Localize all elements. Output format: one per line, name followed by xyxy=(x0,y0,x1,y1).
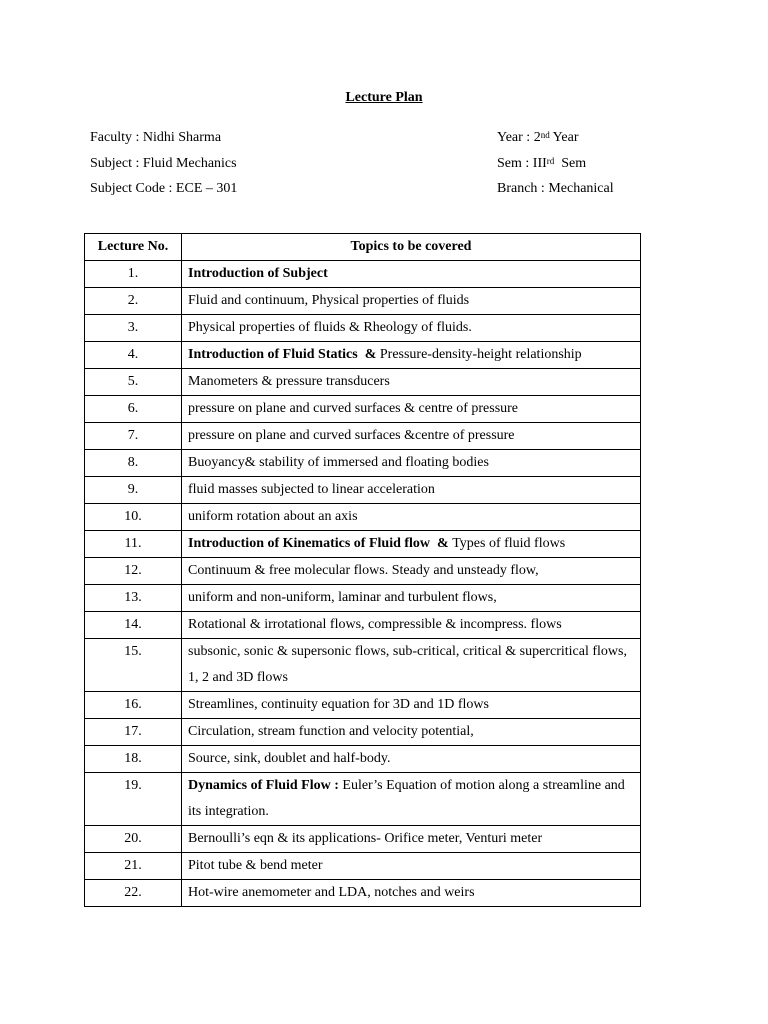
topic-heading: Introduction of Kinematics of Fluid flow & xyxy=(188,536,453,551)
subject-code-line: Subject Code : ECE – 301 xyxy=(90,181,238,196)
topic-text: Physical properties of fluids & Rheology of fluids. xyxy=(188,320,472,335)
header-topics: Topics to be covered xyxy=(182,234,641,261)
table-row xyxy=(85,826,641,853)
lecture-number: 16. xyxy=(85,692,182,719)
table-row xyxy=(85,531,641,558)
lecture-topic xyxy=(182,261,641,288)
lecture-topic xyxy=(182,342,641,369)
faculty-line: Faculty : Nidhi Sharma xyxy=(90,130,222,145)
topic-text: uniform rotation about an axis xyxy=(188,509,358,524)
topic-text: pressure on plane and curved surfaces &centre of pressure xyxy=(188,428,515,443)
lecture-number: 1. xyxy=(85,261,182,288)
topic-text: Manometers & pressure transducers xyxy=(188,374,390,389)
table-header-row xyxy=(85,234,641,261)
lecture-topic xyxy=(182,477,641,504)
lecture-topic xyxy=(182,396,641,423)
lecture-number: 8. xyxy=(85,450,182,477)
table-row xyxy=(85,396,641,423)
year-superscript: nd xyxy=(540,130,550,140)
lecture-topic xyxy=(182,880,641,907)
title-text: Lecture Plan xyxy=(345,90,423,105)
topic-heading: Introduction of Fluid Statics & xyxy=(188,347,380,362)
sem-prefix: Sem : III xyxy=(497,155,547,171)
year-line xyxy=(497,129,697,155)
table-row xyxy=(85,719,641,746)
lecture-topic xyxy=(182,288,641,315)
lecture-number: 2. xyxy=(85,288,182,315)
table-body xyxy=(85,261,641,907)
table-row xyxy=(85,342,641,369)
lecture-topic xyxy=(182,423,641,450)
topic-text: Pitot tube & bend meter xyxy=(188,858,323,873)
lecture-number: 4. xyxy=(85,342,182,369)
topic-text: Rotational & irrotational flows, compressible & incompress. flows xyxy=(188,617,562,632)
topic-text: Bernoulli’s eqn & its applications- Orifice meter, Venturi meter xyxy=(188,831,543,846)
lecture-topic xyxy=(182,558,641,585)
table-row xyxy=(85,450,641,477)
topic-text: Buoyancy& stability of immersed and floating bodies xyxy=(188,455,489,470)
lecture-topic xyxy=(182,746,641,773)
lecture-number: 13. xyxy=(85,585,182,612)
topic-text: uniform and non-uniform, laminar and turbulent flows, xyxy=(188,590,497,605)
table-row xyxy=(85,692,641,719)
lecture-number: 15. xyxy=(85,639,182,692)
topic-text: Continuum & free molecular flows. Steady and unsteady flow, xyxy=(188,563,539,578)
topic-text: Types of fluid flows xyxy=(452,536,566,551)
lecture-topic xyxy=(182,639,641,692)
table-row xyxy=(85,315,641,342)
table-row xyxy=(85,369,641,396)
lecture-topic xyxy=(182,369,641,396)
topic-heading: Dynamics of Fluid Flow : xyxy=(188,778,343,793)
sem-line xyxy=(497,155,697,181)
table-row xyxy=(85,288,641,315)
topic-text: Source, sink, doublet and half-body. xyxy=(188,751,391,766)
subject-line: Subject : Fluid Mechanics xyxy=(90,155,237,171)
lecture-number: 10. xyxy=(85,504,182,531)
lecture-topic xyxy=(182,612,641,639)
table-row xyxy=(85,585,641,612)
lecture-number: 9. xyxy=(85,477,182,504)
table-row xyxy=(85,880,641,907)
topic-heading: Introduction of Subject xyxy=(188,266,328,281)
topic-text: Circulation, stream function and velocity potential, xyxy=(188,724,474,739)
table-row xyxy=(85,746,641,773)
table-row xyxy=(85,612,641,639)
lecture-number: 11. xyxy=(85,531,182,558)
topic-text: pressure on plane and curved surfaces & centre of pressure xyxy=(188,401,519,416)
meta-right xyxy=(497,129,697,206)
lecture-number: 17. xyxy=(85,719,182,746)
table-row xyxy=(85,477,641,504)
table-row xyxy=(85,423,641,450)
lecture-number: 7. xyxy=(85,423,182,450)
table-row xyxy=(85,773,641,826)
lecture-number: 14. xyxy=(85,612,182,639)
lecture-topic xyxy=(182,531,641,558)
topic-text: Pressure-density-height relationship xyxy=(379,347,582,362)
lecture-topic xyxy=(182,853,641,880)
lecture-topic xyxy=(182,719,641,746)
sem-superscript: rd xyxy=(546,155,555,166)
topic-text: Fluid and continuum, Physical properties of fluids xyxy=(188,293,470,308)
topic-text: Hot-wire anemometer and LDA, notches and weirs xyxy=(188,885,475,900)
lecture-number: 5. xyxy=(85,369,182,396)
lecture-topic xyxy=(182,504,641,531)
lecture-topic xyxy=(182,826,641,853)
lecture-number: 6. xyxy=(85,396,182,423)
lecture-number: 21. xyxy=(85,853,182,880)
lecture-number: 18. xyxy=(85,746,182,773)
lecture-number: 3. xyxy=(85,315,182,342)
year-prefix: Year : 2 xyxy=(497,130,541,145)
table-row xyxy=(85,558,641,585)
table-row xyxy=(85,504,641,531)
lecture-number: 20. xyxy=(85,826,182,853)
topic-text: subsonic, sonic & supersonic flows, sub-critical, critical & supercritical flows, 1, 2 and 3D flows xyxy=(188,644,627,685)
topic-text: fluid masses subjected to linear acceleration xyxy=(188,482,435,497)
lecture-topic xyxy=(182,315,641,342)
year-suffix: Year xyxy=(549,130,579,145)
branch-line: Branch : Mechanical xyxy=(497,181,614,196)
sem-suffix: Sem xyxy=(554,155,587,171)
lecture-number: 12. xyxy=(85,558,182,585)
meta-left xyxy=(90,129,390,206)
topic-text: Euler’s Equation of motion along a streamline and its integration. xyxy=(188,778,625,819)
header-lecture-no: Lecture No. xyxy=(85,234,182,261)
lecture-topic xyxy=(182,692,641,719)
lecture-topic xyxy=(182,585,641,612)
lecture-topic xyxy=(182,450,641,477)
table-row xyxy=(85,853,641,880)
table-row xyxy=(85,639,641,692)
lecture-topic xyxy=(182,773,641,826)
lecture-number: 22. xyxy=(85,880,182,907)
topic-text: Streamlines, continuity equation for 3D and 1D flows xyxy=(188,697,489,712)
lecture-number: 19. xyxy=(85,773,182,826)
table-row xyxy=(85,261,641,288)
lecture-plan-table xyxy=(84,233,641,907)
page-title xyxy=(0,90,768,106)
